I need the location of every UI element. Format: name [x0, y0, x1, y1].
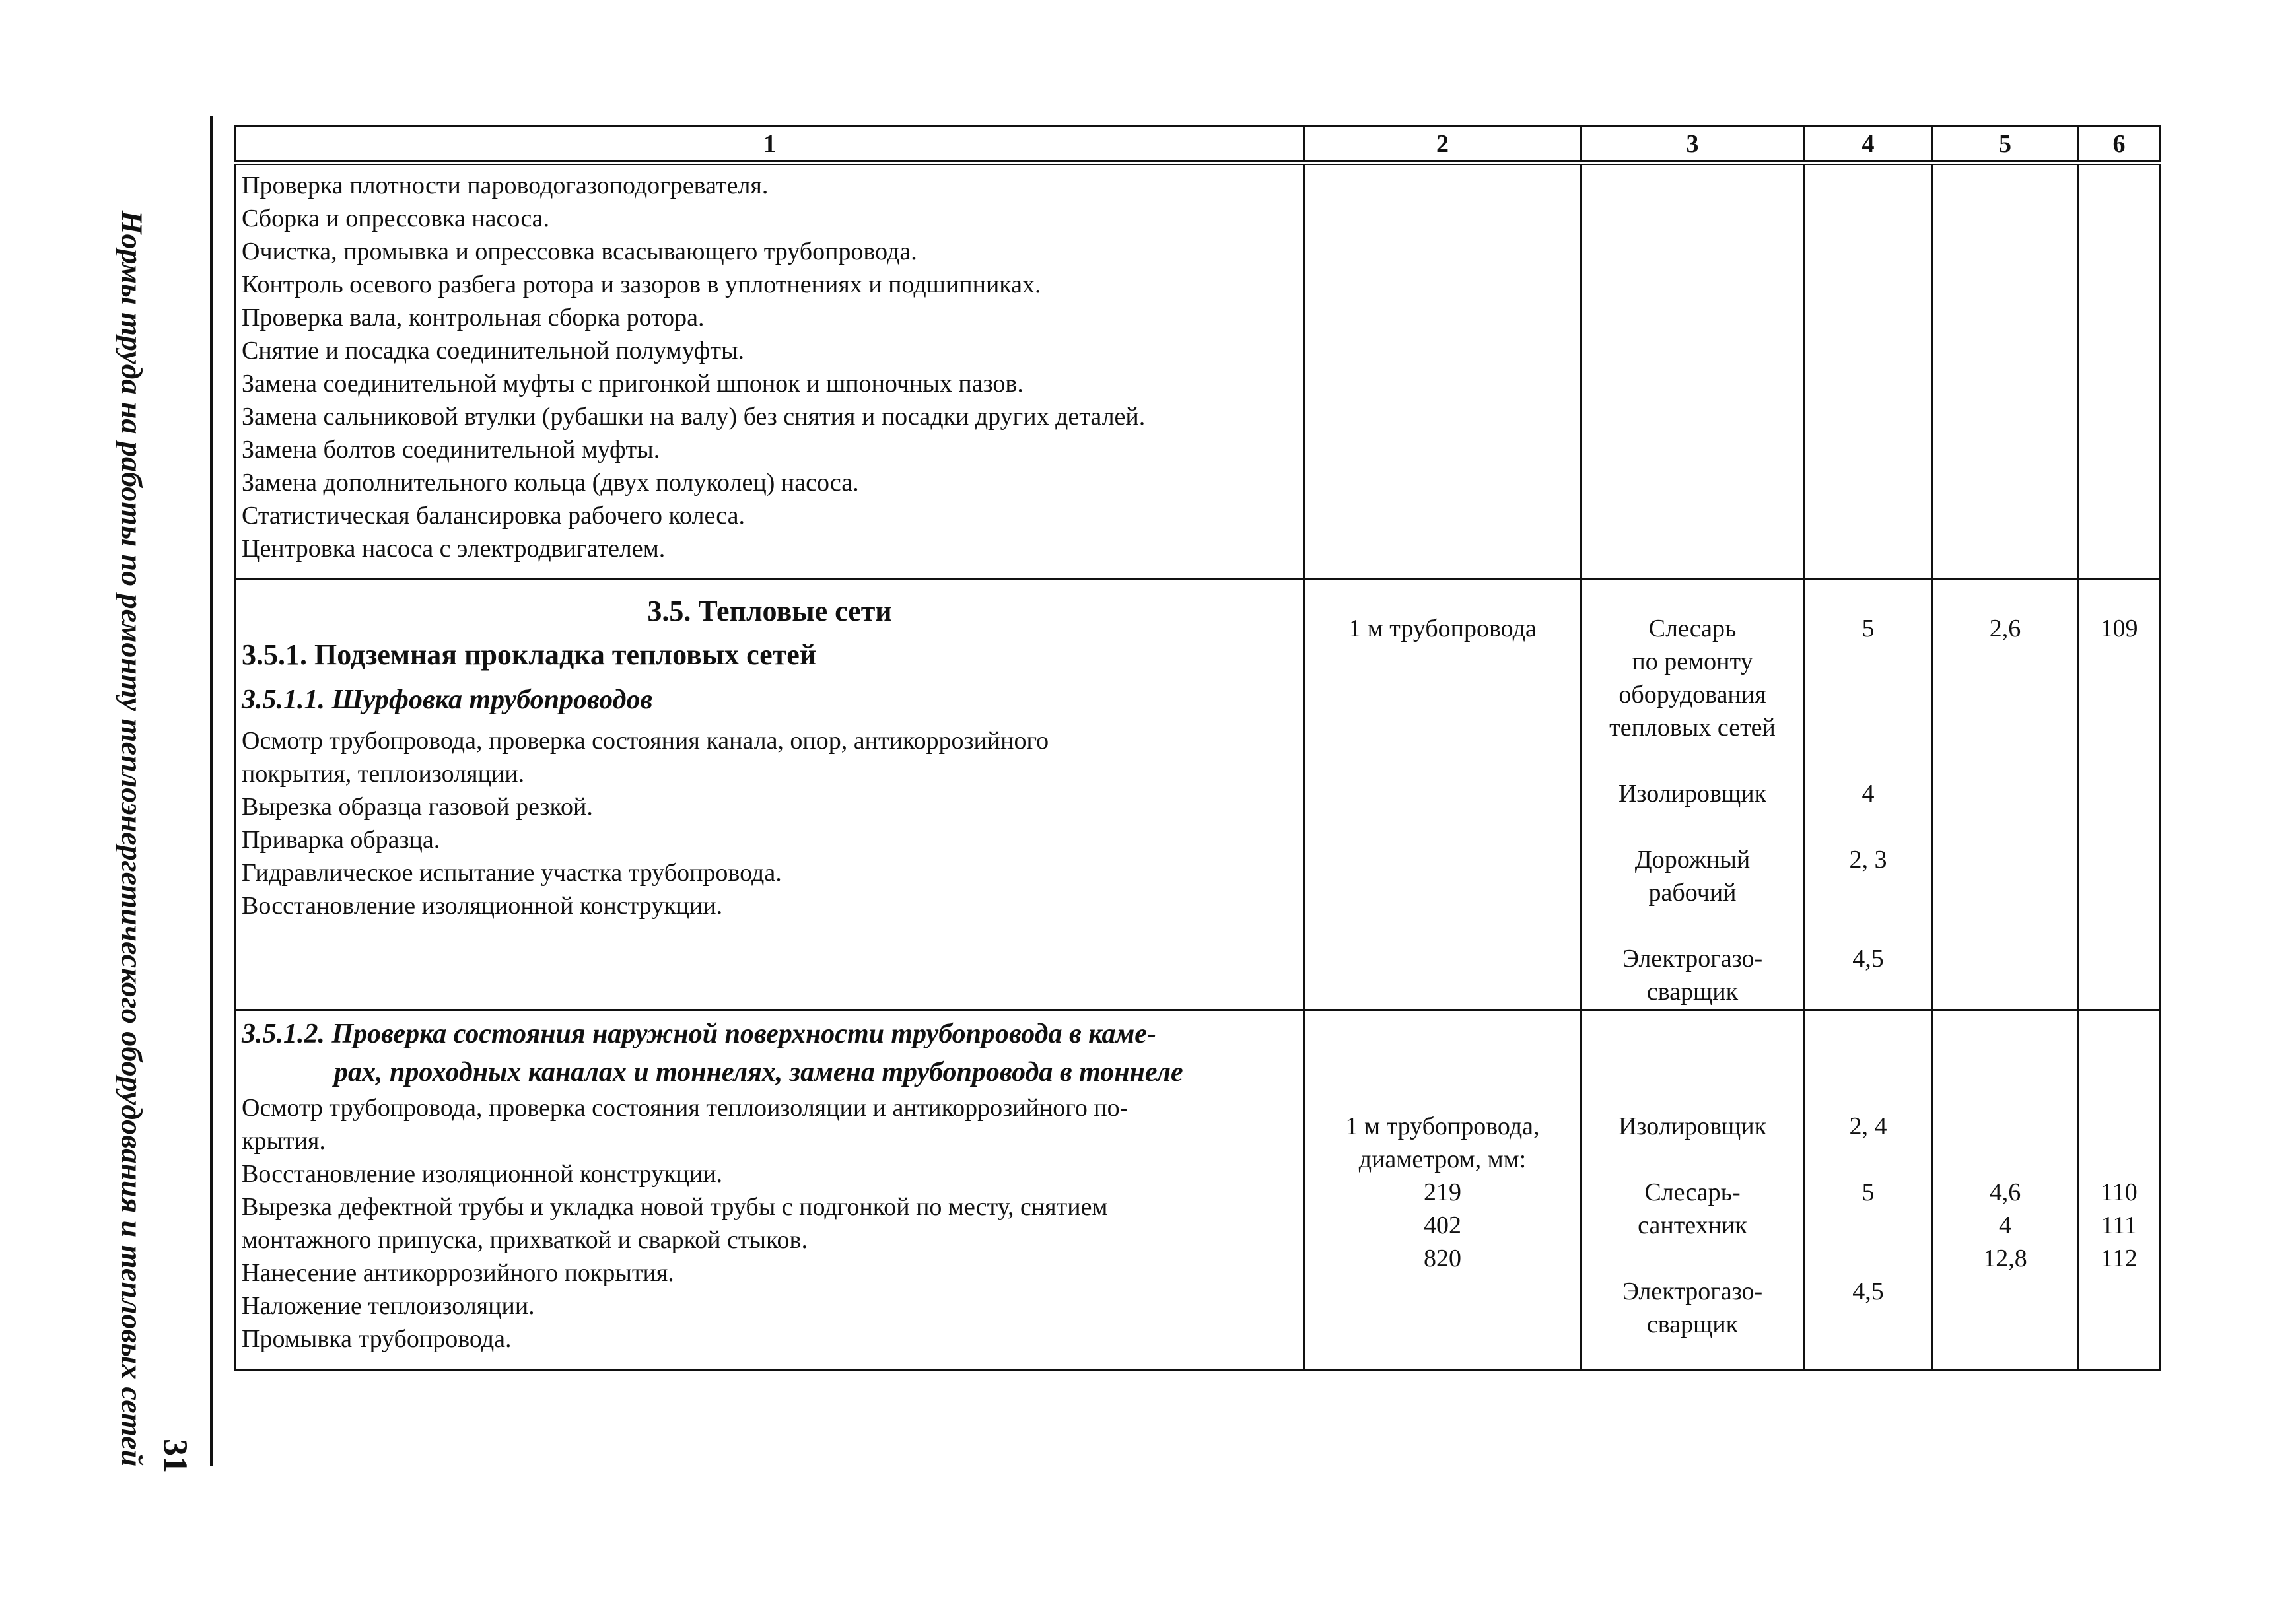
unit-value: диаметром, мм: — [1358, 1146, 1527, 1173]
list-item: Замена дополнительного кольца (двух полуколец) насоса. — [242, 469, 859, 497]
col-header-6: 6 — [2078, 127, 2161, 163]
worker-name: сварщик — [1646, 1311, 1739, 1338]
table-row — [236, 163, 2161, 580]
grade-value: 2, 4 — [1849, 1113, 1887, 1140]
empty-cell — [1933, 163, 2078, 580]
list-item: Наложение теплоизоляции. — [242, 1292, 535, 1320]
list-item: Проверка вала, контрольная сборка ротора. — [242, 304, 705, 331]
list-item: Замена соединительной муфты с пригонкой шпонок и шпоночных пазов. — [242, 370, 1024, 397]
norm-value: 2,6 — [1989, 615, 2021, 642]
col-header-2: 2 — [1304, 127, 1582, 163]
list-item: Восстановление изоляционной конструкции. — [242, 892, 723, 920]
grade-value: 4,5 — [1852, 1278, 1884, 1305]
list-item: Вырезка образца газовой резкой. — [242, 793, 593, 821]
list-item: покрытия, теплоизоляции. — [242, 760, 525, 788]
section-title: 3.5. Тепловые сети — [647, 595, 892, 627]
worker-name: по ремонту — [1632, 648, 1753, 675]
list-item: Проверка плотности пароводогазоподогревателя. — [242, 172, 769, 199]
unit-cell — [1304, 580, 1582, 1010]
grade-value: 5 — [1861, 1179, 1875, 1206]
unit-value: 1 м трубопровода, — [1345, 1113, 1540, 1140]
col-header-3: 3 — [1582, 127, 1804, 163]
worker-name: тепловых сетей — [1609, 714, 1776, 741]
worker-name: рабочий — [1648, 879, 1737, 907]
list-item: Вырезка дефектной трубы и укладка новой трубы с подгонкой по месту, снятием — [242, 1193, 1108, 1221]
list-item: Сборка и опрессовка насоса. — [242, 205, 550, 232]
worker-name: Изолировщик — [1618, 780, 1767, 807]
norm-value: 12,8 — [1983, 1245, 2027, 1272]
norm-number: 109 — [2100, 615, 2138, 642]
worker-name: Слесарь — [1648, 615, 1737, 642]
list-item: Очистка, промывка и опрессовка всасывающего трубопровода. — [242, 238, 917, 265]
list-item: Статистическая балансировка рабочего колеса. — [242, 502, 746, 530]
table-row — [236, 580, 2161, 1010]
subsection-title: 3.5.1. Подземная прокладка тепловых сетей — [242, 638, 817, 671]
item-title-line: рах, проходных каналах и тоннелях, замена трубопровода в тоннеле — [334, 1057, 1183, 1087]
header-row — [236, 127, 2161, 163]
worker-cell — [1582, 1010, 1804, 1370]
norms-table — [234, 125, 2161, 1371]
empty-cell — [2078, 163, 2161, 580]
table-row — [236, 1010, 2161, 1370]
list-item: Осмотр трубопровода, проверка состояния канала, опор, антикоррозийного — [242, 727, 1049, 755]
list-item: Центровка насоса с электродвигателем. — [242, 535, 666, 563]
worker-name: Слесарь- — [1644, 1179, 1741, 1206]
list-item: Замена болтов соединительной муфты. — [242, 436, 660, 463]
worker-name: оборудования — [1618, 681, 1766, 708]
operations-cell — [236, 580, 1304, 1010]
unit-value: 1 м трубопровода — [1348, 615, 1537, 642]
worker-name: Изолировщик — [1618, 1113, 1767, 1140]
list-item: Промывка трубопровода. — [242, 1325, 512, 1353]
list-item: Гидравлическое испытание участка трубопровода. — [242, 859, 782, 887]
list-item: Нанесение антикоррозийного покрытия. — [242, 1259, 674, 1287]
grade-value: 4 — [1861, 780, 1875, 807]
col-header-1: 1 — [236, 127, 1304, 163]
diameter-value: 820 — [1424, 1245, 1461, 1272]
operations-cell — [236, 163, 1304, 580]
list-item: Контроль осевого разбега ротора и зазоров в уплотнениях и подшипниках. — [242, 271, 1041, 298]
item-title-line: 3.5.1.2. Проверка состояния наружной поверхности трубопровода в каме- — [242, 1019, 1156, 1049]
norm-cell — [1933, 1010, 2078, 1370]
grade-value: 2, 3 — [1849, 846, 1887, 874]
operations-cell — [236, 1010, 1304, 1370]
empty-cell — [1804, 163, 1933, 580]
norm-number: 110 — [2101, 1179, 2138, 1206]
grade-cell — [1804, 580, 1933, 1010]
diameter-value: 402 — [1424, 1212, 1461, 1239]
diameter-value: 219 — [1424, 1179, 1461, 1206]
grade-value: 5 — [1861, 615, 1875, 642]
col-header-4: 4 — [1804, 127, 1933, 163]
unit-cell — [1304, 1010, 1582, 1370]
list-item: Восстановление изоляционной конструкции. — [242, 1160, 723, 1188]
worker-name: Дорожный — [1634, 846, 1751, 874]
worker-name: Электрогазо- — [1622, 1278, 1763, 1305]
col-header-5: 5 — [1933, 127, 2078, 163]
number-cell — [2078, 1010, 2161, 1370]
worker-name: сварщик — [1646, 978, 1739, 1006]
norm-number: 112 — [2101, 1245, 2138, 1272]
empty-cell — [1582, 163, 1804, 580]
page-number: 31 — [156, 1439, 194, 1473]
empty-cell — [1304, 163, 1582, 580]
list-item: Осмотр трубопровода, проверка состояния теплоизоляции и антикоррозийного по- — [242, 1094, 1129, 1122]
list-item: крытия. — [242, 1127, 326, 1155]
norm-number: 111 — [2101, 1212, 2138, 1239]
list-item: Снятие и посадка соединительной полумуфты. — [242, 337, 745, 364]
worker-cell — [1582, 580, 1804, 1010]
margin-rule — [210, 116, 213, 1466]
running-title: Нормы труда на работы по ремонту теплоэнергетического оборудования и тепловых сетей — [115, 210, 149, 1467]
item-title: 3.5.1.1. Шурфовка трубопроводов — [242, 685, 653, 715]
norm-value: 4 — [1999, 1212, 2011, 1239]
norm-value: 4,6 — [1989, 1179, 2021, 1206]
grade-cell — [1804, 1010, 1933, 1370]
list-item: Замена сальниковой втулки (рубашки на валу) без снятия и посадки других деталей. — [242, 403, 1146, 430]
norm-cell — [1933, 580, 2078, 1010]
worker-name: Электрогазо- — [1622, 945, 1763, 973]
list-item: монтажного припуска, прихваткой и сваркой стыков. — [242, 1226, 808, 1254]
grade-value: 4,5 — [1852, 945, 1884, 973]
worker-name: сантехник — [1638, 1212, 1747, 1239]
item-title — [242, 1015, 1298, 1091]
list-item: Приварка образца. — [242, 826, 440, 854]
number-cell — [2078, 580, 2161, 1010]
